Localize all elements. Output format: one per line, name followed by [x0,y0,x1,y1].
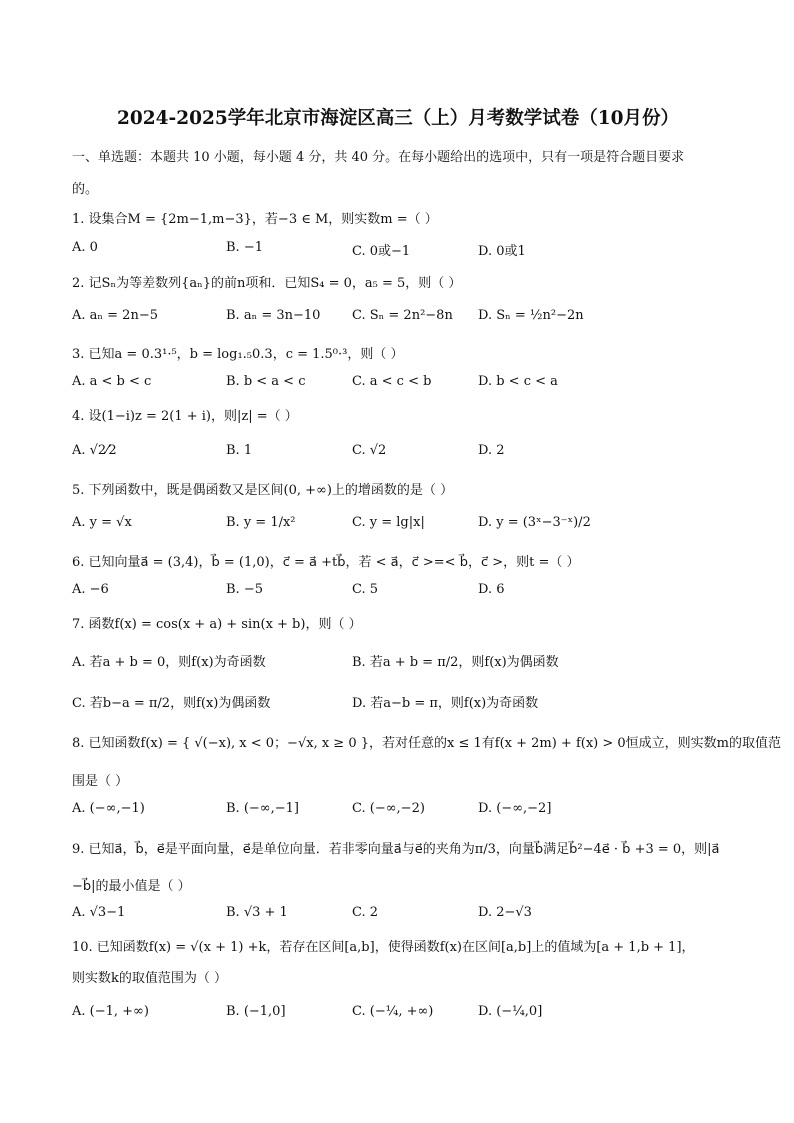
question-7-options-row-2 [72,692,724,712]
question-3-option-a[interactable]: A. a < b < c [72,374,152,389]
question-3-options [72,374,724,394]
question-4-option-c[interactable]: C. √2 [352,443,387,458]
question-10-stem-line-2: 则实数k的取值范围为（ ） [72,971,228,986]
question-8-option-b[interactable]: B. (−∞,−1] [226,801,299,816]
question-2-options [72,308,724,328]
question-6-option-a[interactable]: A. −6 [72,582,109,597]
question-1-option-b[interactable]: B. −1 [226,240,263,255]
question-2-stem: 2. 记Sₙ为等差数列{aₙ}的前n项和．已知S₄ = 0，a₅ = 5，则（ ） [72,276,462,291]
question-7-option-c[interactable]: C. 若b−a = π/2，则f(x)为偶函数 [72,696,271,711]
question-5-option-d[interactable]: D. y = (3ˣ−3⁻ˣ)/2 [478,515,591,530]
question-6-options [72,582,724,602]
question-9-stem-line-2: −b⃗|的最小值是（ ） [72,879,191,894]
question-8-stem-line-2: 围是（ ） [72,774,129,789]
question-7-option-d[interactable]: D. 若a−b = π，则f(x)为奇函数 [352,696,539,711]
question-7-option-b[interactable]: B. 若a + b = π/2，则f(x)为偶函数 [352,655,559,670]
question-3-stem: 3. 已知a = 0.3¹·⁵，b = log₁.₅0.3，c = 1.5⁰·³，则（ ） [72,347,404,362]
question-4-option-a[interactable]: A. √2⁄2 [72,443,117,458]
question-9-option-a[interactable]: A. √3−1 [72,905,126,920]
question-9-options [72,905,724,925]
question-9-option-d[interactable]: D. 2−√3 [478,905,532,920]
question-5-stem: 5. 下列函数中，既是偶函数又是区间(0, +∞)上的增函数的是（ ） [72,483,454,498]
question-6-option-b[interactable]: B. −5 [226,582,263,597]
question-9-option-b[interactable]: B. √3 + 1 [226,905,288,920]
question-5-option-a[interactable]: A. y = √x [72,515,132,530]
page-title: 2024-2025学年北京市海淀区高三（上）月考数学试卷（10月份） [117,108,679,129]
question-4-option-b[interactable]: B. 1 [226,443,253,458]
question-8-option-c[interactable]: C. (−∞,−2) [352,801,425,816]
question-2-option-b[interactable]: B. aₙ = 3n−10 [226,308,321,323]
question-3-option-c[interactable]: C. a < c < b [352,374,432,389]
question-6-stem: 6. 已知向量a⃗ = (3,4)，b⃗ = (1,0)，c⃗ = a⃗ +tb⃗，若 < a⃗，c⃗ >=< b⃗，c⃗ >，则t =（ ） [72,555,580,570]
question-7-option-a[interactable]: A. 若a + b = 0，则f(x)为奇函数 [72,655,266,670]
question-10-option-c[interactable]: C. (−¼, +∞) [352,1004,434,1019]
question-10-option-b[interactable]: B. (−1,0] [226,1004,286,1019]
question-5-options [72,515,724,535]
question-10-options [72,1004,724,1024]
question-8-options [72,801,724,821]
question-3-option-b[interactable]: B. b < a < c [226,374,306,389]
question-4-option-d[interactable]: D. 2 [478,443,505,458]
question-4-options [72,443,724,463]
question-5-option-c[interactable]: C. y = lg|x| [352,515,425,530]
section-instructions-line-1: 一、单选题：本题共 10 小题，每小题 4 分，共 40 分。在每小题给出的选项中，只有一项是符合题目要求 [72,150,685,165]
question-5-option-b[interactable]: B. y = 1/x² [226,515,296,530]
question-8-option-a[interactable]: A. (−∞,−1) [72,801,145,816]
question-2-option-c[interactable]: C. Sₙ = 2n²−8n [352,308,453,323]
question-1-option-a[interactable]: A. 0 [72,240,98,255]
question-1-option-d[interactable]: D. 0或1 [478,244,526,259]
section-instructions-line-2: 的。 [72,182,99,197]
question-10-option-a[interactable]: A. (−1, +∞) [72,1004,149,1019]
question-9-option-c[interactable]: C. 2 [352,905,379,920]
question-1-stem: 1. 设集合M = {2m−1,m−3}，若−3 ∈ M，则实数m =（ ） [72,212,438,227]
question-8-stem-line-1: 8. 已知函数f(x) = { √(−x), x < 0；−√x, x ≥ 0 }，若对任意的x ≤ 1有f(x + 2m) + f(x) > 0恒成立，则实数m的取值范 [72,736,781,751]
question-1-options [72,240,724,260]
question-1-option-c[interactable]: C. 0或−1 [352,244,411,259]
question-6-option-c[interactable]: C. 5 [352,582,379,597]
question-9-stem-line-1: 9. 已知a⃗，b⃗，e⃗是平面向量，e⃗是单位向量．若非零向量a⃗与e⃗的夹角为π/3，向量b⃗满足b⃗²−4e⃗ · b⃗ +3 = 0，则|a⃗ [72,842,720,857]
question-7-stem: 7. 函数f(x) = cos(x + a) + sin(x + b)，则（ ） [72,617,362,632]
question-4-stem: 4. 设(1−i)z = 2(1 + i)，则|z| =（ ） [72,409,298,424]
question-2-option-d[interactable]: D. Sₙ = ½n²−2n [478,308,584,323]
question-7-options-row-1 [72,651,724,671]
question-3-option-d[interactable]: D. b < c < a [478,374,558,389]
question-10-stem-line-1: 10. 已知函数f(x) = √(x + 1) +k，若存在区间[a,b]，使得函数f(x)在区间[a,b]上的值域为[a + 1,b + 1]， [72,940,695,955]
question-6-option-d[interactable]: D. 6 [478,582,505,597]
question-10-option-d[interactable]: D. (−¼,0] [478,1004,543,1019]
question-2-option-a[interactable]: A. aₙ = 2n−5 [72,308,158,323]
question-8-option-d[interactable]: D. (−∞,−2] [478,801,552,816]
